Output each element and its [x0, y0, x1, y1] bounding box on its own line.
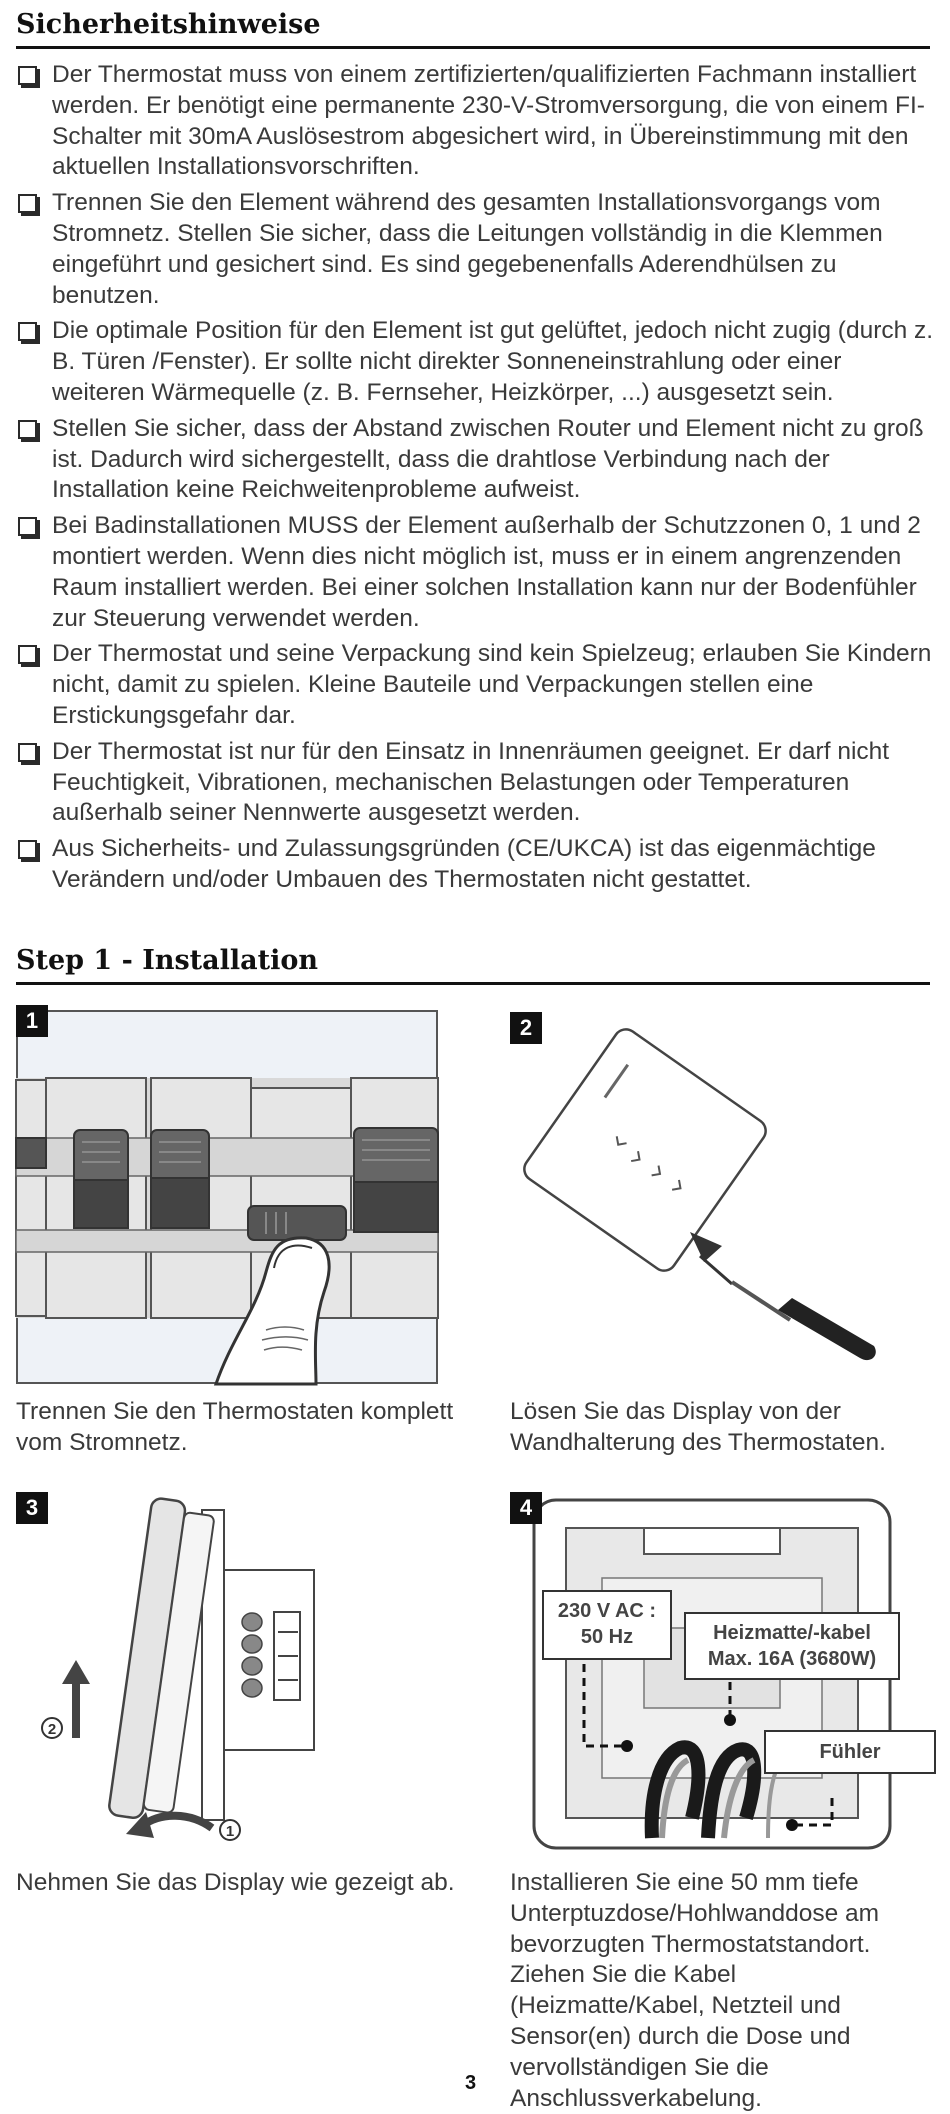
safety-item: Die optimale Position für den Element ist gut gelüftet, jedoch nicht zugig (durch z. B. Türen /Fenster). Er sollte nicht direkter Sonneneinstrahlung oder einer weiteren Wärmequelle (z. B. Fernseher, Heizkörper, ...) ausgesetzt sein. [16, 316, 936, 408]
safety-item: Der Thermostat ist nur für den Einsatz in Innenräumen geeignet. Er darf nicht Feuchtigkeit, Vibrationen, mechanischen Belastungen oder Temperaturen außerhalb seiner Nennwerte ausgesetzt werden. [16, 737, 936, 829]
marker-1: 1 [225, 1823, 235, 1840]
checkbox-icon [18, 420, 37, 439]
step-3-caption: Nehmen Sie das Display wie gezeigt ab. [16, 1869, 455, 1896]
marker-2: 2 [47, 1721, 57, 1738]
checkbox-icon [18, 322, 37, 341]
breaker-panel-illustration [16, 1010, 438, 1384]
display-removal-illustration [30, 1490, 430, 1860]
label-power: 230 V AC : 50 Hz [542, 1590, 672, 1660]
step-number-4: 4 [510, 1492, 542, 1524]
safety-item: Der Thermostat und seine Verpackung sind kein Spielzeug; erlauben Sie Kindern nicht, damit zu spielen. Kleine Bauteile und Verpackungen stellen eine Erstickungsgefahr dar. [16, 639, 936, 731]
safety-item: Trennen Sie den Element während des gesamten Installationsvorgangs vom Stromnetz. Stellen Sie sicher, dass die Leitungen vollständig in die Klemmen eingeführt und gesichert sind. Es sind gegebenenfalls Aderendhülsen zu benutzen. [16, 188, 936, 311]
label-sensor: Fühler [764, 1730, 936, 1774]
page-number: 3 [465, 2072, 477, 2094]
safety-list [16, 60, 936, 901]
step-2-caption: Lösen Sie das Display von der Wandhalterung des Thermostaten. [510, 1398, 886, 1456]
step-number-1: 1 [16, 1005, 48, 1037]
safety-item: Stellen Sie sicher, dass der Abstand zwischen Router und Element nicht zu groß ist. Dadurch wird sichergestellt, dass die drahtlose Verbindung nach der Installation keine Reichweitenprobleme aufweist. [16, 414, 936, 506]
safety-item: Aus Sicherheits- und Zulassungsgründen (CE/UKCA) ist das eigenmächtige Verändern und/oder Umbauen des Thermostaten nicht gestattet. [16, 834, 936, 896]
checkbox-icon [18, 840, 37, 859]
checkbox-icon [18, 66, 37, 85]
section-heading-safety: Sicherheitshinweise [16, 9, 930, 49]
step-number-2: 2 [510, 1012, 542, 1044]
thermostat-screwdriver-illustration [520, 1020, 900, 1350]
step-1-caption: Trennen Sie den Thermostaten komplett vom Stromnetz. [16, 1398, 454, 1456]
checkbox-icon [18, 743, 37, 762]
section-heading-step: Step 1 - Installation [16, 945, 930, 985]
label-heating: Heizmatte/-kabel Max. 16A (3680W) [684, 1612, 900, 1680]
step-number-3: 3 [16, 1492, 48, 1524]
checkbox-icon [18, 645, 37, 664]
step-4-caption: Installieren Sie eine 50 mm tiefe Unterptuzdose/Hohlwanddose am bevorzugten Thermostatstandort. Ziehen Sie die Kabel (Heizmatte/Kabel, Netzteil und Sensor(en) durch die Dose und vervollständigen Sie die Anschlussverkabelung. [510, 1869, 880, 2112]
safety-item: Der Thermostat muss von einem zertifizierten/qualifizierten Fachmann installiert werden. Er benötigt eine permanente 230-V-Stromversorgung, die von einem FI-Schalter mit 30mA Auslösestrom abgesichert wird, in Übereinstimmung mit den aktuellen Installationsvorschriften. [16, 60, 936, 183]
checkbox-icon [18, 194, 37, 213]
safety-item: Bei Badinstallationen MUSS der Element außerhalb der Schutzzonen 0, 1 und 2 montiert werden. Wenn dies nicht möglich ist, muss er in einem angrenzenden Raum installiert werden. Bei einer solchen Installation kann nur der Bodenfühler zur Steuerung verwendet werden. [16, 511, 936, 634]
checkbox-icon [18, 517, 37, 536]
